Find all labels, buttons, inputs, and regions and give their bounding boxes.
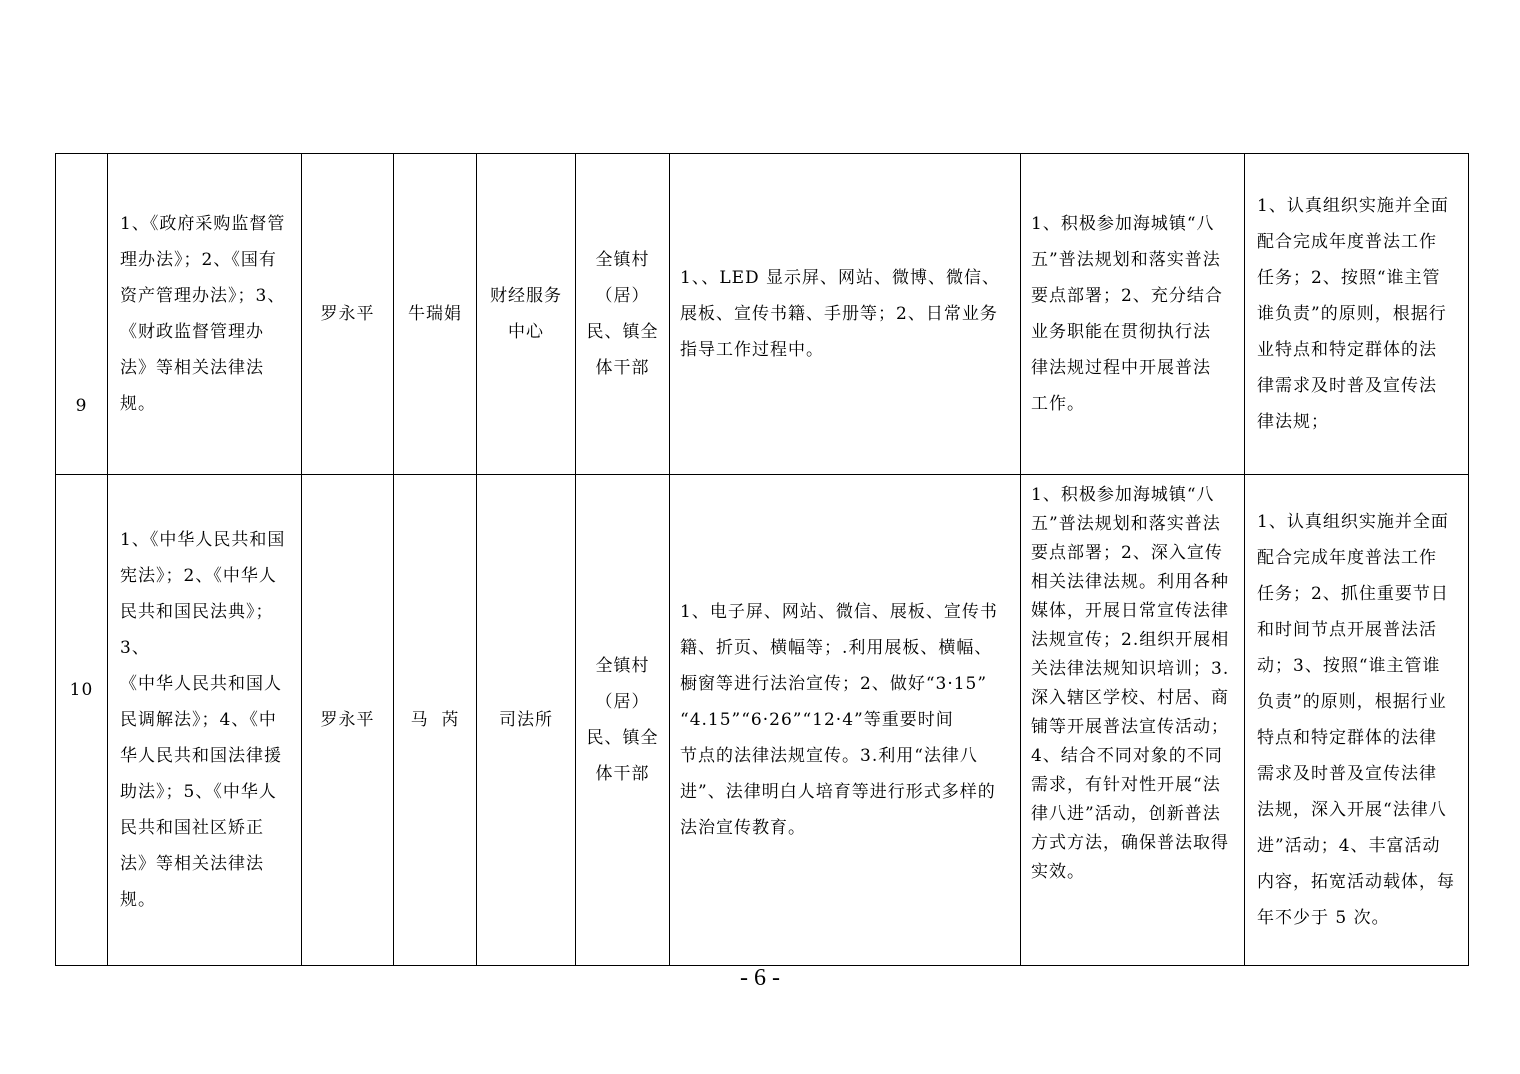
page-number: - 6 - [740, 965, 780, 991]
leader-name: 罗永平 [320, 710, 375, 730]
unit-cell [477, 154, 576, 475]
leader-cell [302, 154, 394, 475]
channels-text: 1、电子屏、网站、微信、展板、宣传书 籍、折页、横幅等；.利用展板、横幅、 橱窗等进行法治宣传；2、做好“3·15” “4.15”“6·26”“12·4”等重要时间 节点的法律法规宣传。3.利用“法律八 进”、法律明白人培育等进行形式多样的 法治宣传教育。 [680, 602, 998, 838]
unit-name: 司法所 [499, 710, 553, 730]
table-row [56, 475, 1469, 966]
audience-cell [576, 154, 670, 475]
duties-text: 1、积极参加海城镇“八 五”普法规划和落实普法 要点部署；2、深入宣传 相关法律法规。利用各种 媒体，开展日常宣传法律 法规宣传；2.组织开展相 关法律法规知识培训；3. 深入辖区学校、村居、商 铺等开展普法宣传活动； 4、结合不同对象的不同 需求，有针对性开展“法 律八进”活动，创新普法 方式方法，确保普法取得 实效。 [1031, 485, 1230, 882]
audience-text: 全镇村 （居） 民、镇全 体干部 [586, 656, 659, 784]
channels-cell [670, 475, 1021, 966]
leader-cell [302, 475, 394, 966]
tasks-cell [1245, 154, 1469, 475]
row-number-cell [56, 154, 108, 475]
laws-text: 1、《政府采购监督管 理办法》；2、《国有 资产管理办法》；3、 《财政监督管理办 法》等相关法律法规。 [120, 214, 286, 414]
row-number: 9 [75, 396, 88, 416]
responsibility-table [55, 153, 1469, 966]
row-number-cell [56, 475, 108, 966]
channels-text: 1、、LED 显示屏、网站、微博、微信、 展板、宣传书籍、手册等；2、日常业务 指导工作过程中。 [680, 268, 1001, 360]
contact-cell [394, 154, 477, 475]
contact-name: 马 芮 [410, 710, 460, 730]
laws-text: 1、《中华人民共和国 宪法》；2、《中华人 民共和国民法典》；3、 《中华人民共和国人 民调解法》；4、《中 华人民共和国法律援 助法》；5、《中华人 民共和国社区矫正 法》等相关法律法规。 [120, 530, 286, 910]
row-number: 10 [69, 680, 94, 700]
audience-cell [576, 475, 670, 966]
leader-name: 罗永平 [320, 304, 375, 324]
tasks-text: 1、认真组织实施并全面 配合完成年度普法工作 任务；2、抓住重要节日 和时间节点开展普法活 动；3、按照“谁主管谁 负责”的原则，根据行业 特点和特定群体的法律 需求及时普及宣传法律 法规，深入开展“法律八 进”活动；4、丰富活动 内容，拓宽活动载体，每 年不少于 5 次。 [1257, 512, 1455, 928]
duties-cell [1021, 154, 1245, 475]
unit-cell [477, 475, 576, 966]
audience-text: 全镇村 （居） 民、镇全 体干部 [586, 250, 659, 378]
contact-cell [394, 475, 477, 966]
tasks-text: 1、认真组织实施并全面 配合完成年度普法工作 任务；2、按照“谁主管 谁负责”的原则，根据行 业特点和特定群体的法 律需求及时普及宣传法 律法规； [1257, 196, 1449, 432]
duties-cell [1021, 475, 1245, 966]
table-row [56, 154, 1469, 475]
duties-text: 1、积极参加海城镇“八 五”普法规划和落实普法 要点部署；2、充分结合 业务职能在贯彻执行法 律法规过程中开展普法 工作。 [1031, 214, 1223, 414]
laws-cell [108, 154, 302, 475]
channels-cell [670, 154, 1021, 475]
contact-name: 牛瑞娟 [408, 304, 462, 324]
tasks-cell [1245, 475, 1469, 966]
laws-cell [108, 475, 302, 966]
unit-name: 财经服务 中心 [490, 286, 562, 342]
